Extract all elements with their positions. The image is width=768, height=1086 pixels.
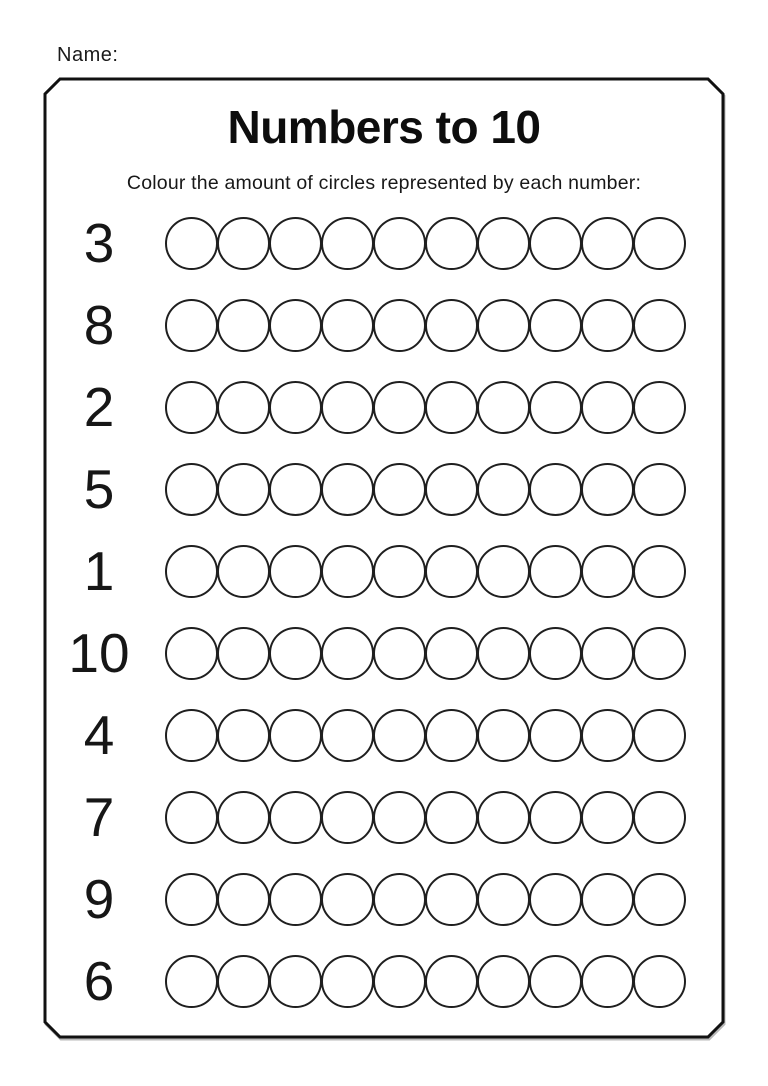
colour-circle[interactable] <box>373 299 426 352</box>
colour-circle[interactable] <box>165 627 218 680</box>
colour-circle[interactable] <box>529 299 582 352</box>
colour-circle[interactable] <box>425 709 478 762</box>
colour-circle[interactable] <box>217 709 270 762</box>
colour-circle[interactable] <box>425 791 478 844</box>
colour-circle[interactable] <box>477 955 530 1008</box>
colour-circle[interactable] <box>217 873 270 926</box>
worksheet-row <box>43 776 725 858</box>
worksheet-row <box>43 202 725 284</box>
colour-circle[interactable] <box>633 791 686 844</box>
colour-circle[interactable] <box>373 463 426 516</box>
colour-circle[interactable] <box>217 627 270 680</box>
colour-circle[interactable] <box>529 627 582 680</box>
colour-circle[interactable] <box>581 791 634 844</box>
colour-circle[interactable] <box>633 463 686 516</box>
colour-circle[interactable] <box>321 463 374 516</box>
colour-circle[interactable] <box>581 955 634 1008</box>
colour-circle[interactable] <box>373 217 426 270</box>
colour-circle[interactable] <box>269 955 322 1008</box>
worksheet-instruction: Colour the amount of circles represented by each number: <box>126 172 642 194</box>
colour-circle[interactable] <box>529 545 582 598</box>
colour-circle[interactable] <box>633 381 686 434</box>
colour-circle[interactable] <box>477 463 530 516</box>
colour-circle[interactable] <box>373 545 426 598</box>
colour-circle[interactable] <box>165 791 218 844</box>
colour-circle[interactable] <box>373 627 426 680</box>
colour-circle[interactable] <box>581 381 634 434</box>
colour-circle[interactable] <box>373 873 426 926</box>
colour-circle[interactable] <box>165 217 218 270</box>
colour-circle[interactable] <box>217 217 270 270</box>
colour-circle[interactable] <box>477 873 530 926</box>
worksheet-row <box>43 940 725 1022</box>
colour-circle[interactable] <box>477 627 530 680</box>
worksheet-row <box>43 448 725 530</box>
circle-strip <box>165 709 686 762</box>
colour-circle[interactable] <box>321 791 374 844</box>
colour-circle[interactable] <box>581 627 634 680</box>
colour-circle[interactable] <box>477 299 530 352</box>
worksheet-title: Numbers to 10 <box>227 101 541 153</box>
row-number: 1 <box>83 539 115 602</box>
colour-circle[interactable] <box>529 955 582 1008</box>
colour-circle[interactable] <box>477 791 530 844</box>
colour-circle[interactable] <box>425 627 478 680</box>
row-number: 2 <box>83 375 115 438</box>
worksheet-row <box>43 366 725 448</box>
colour-circle[interactable] <box>165 463 218 516</box>
colour-circle[interactable] <box>529 709 582 762</box>
colour-circle[interactable] <box>269 627 322 680</box>
worksheet-row <box>43 694 725 776</box>
circle-strip <box>165 299 686 352</box>
colour-circle[interactable] <box>477 381 530 434</box>
colour-circle[interactable] <box>165 955 218 1008</box>
colour-circle[interactable] <box>269 545 322 598</box>
colour-circle[interactable] <box>269 381 322 434</box>
colour-circle[interactable] <box>321 217 374 270</box>
colour-circle[interactable] <box>425 217 478 270</box>
worksheet-row <box>43 612 725 694</box>
colour-circle[interactable] <box>217 545 270 598</box>
colour-circle[interactable] <box>425 545 478 598</box>
colour-circle[interactable] <box>633 873 686 926</box>
colour-circle[interactable] <box>269 791 322 844</box>
circle-strip <box>165 463 686 516</box>
circle-strip <box>165 873 686 926</box>
colour-circle[interactable] <box>269 873 322 926</box>
colour-circle[interactable] <box>165 709 218 762</box>
row-number: 4 <box>83 703 115 766</box>
colour-circle[interactable] <box>217 463 270 516</box>
colour-circle[interactable] <box>633 217 686 270</box>
colour-circle[interactable] <box>217 381 270 434</box>
row-number: 7 <box>83 785 115 848</box>
colour-circle[interactable] <box>269 463 322 516</box>
colour-circle[interactable] <box>373 709 426 762</box>
worksheet-row <box>43 530 725 612</box>
colour-circle[interactable] <box>477 545 530 598</box>
colour-circle[interactable] <box>581 873 634 926</box>
circle-strip <box>165 955 686 1008</box>
colour-circle[interactable] <box>425 955 478 1008</box>
colour-circle[interactable] <box>529 463 582 516</box>
circle-strip <box>165 217 686 270</box>
colour-circle[interactable] <box>529 217 582 270</box>
colour-circle[interactable] <box>165 545 218 598</box>
colour-circle[interactable] <box>321 381 374 434</box>
row-number: 6 <box>83 949 115 1012</box>
colour-circle[interactable] <box>633 627 686 680</box>
colour-circle[interactable] <box>321 709 374 762</box>
colour-circle[interactable] <box>269 299 322 352</box>
circle-strip <box>165 627 686 680</box>
row-number: 8 <box>83 293 115 356</box>
colour-circle[interactable] <box>581 709 634 762</box>
colour-circle[interactable] <box>269 217 322 270</box>
colour-circle[interactable] <box>529 381 582 434</box>
colour-circle[interactable] <box>321 545 374 598</box>
colour-circle[interactable] <box>633 545 686 598</box>
colour-circle[interactable] <box>529 791 582 844</box>
colour-circle[interactable] <box>321 299 374 352</box>
colour-circle[interactable] <box>373 955 426 1008</box>
colour-circle[interactable] <box>217 955 270 1008</box>
row-number: 9 <box>83 867 115 930</box>
colour-circle[interactable] <box>633 299 686 352</box>
colour-circle[interactable] <box>477 217 530 270</box>
row-number: 3 <box>83 211 115 274</box>
colour-circle[interactable] <box>321 873 374 926</box>
row-number: 10 <box>68 621 130 684</box>
colour-circle[interactable] <box>373 381 426 434</box>
circle-strip <box>165 545 686 598</box>
worksheet-row <box>43 284 725 366</box>
worksheet-row <box>43 858 725 940</box>
colour-circle[interactable] <box>425 873 478 926</box>
colour-circle[interactable] <box>633 709 686 762</box>
colour-circle[interactable] <box>217 791 270 844</box>
colour-circle[interactable] <box>269 709 322 762</box>
colour-circle[interactable] <box>165 381 218 434</box>
colour-circle[interactable] <box>165 873 218 926</box>
colour-circle[interactable] <box>321 955 374 1008</box>
colour-circle[interactable] <box>581 463 634 516</box>
colour-circle[interactable] <box>633 955 686 1008</box>
circle-strip <box>165 791 686 844</box>
colour-circle[interactable] <box>165 299 218 352</box>
colour-circle[interactable] <box>425 463 478 516</box>
colour-circle[interactable] <box>373 791 426 844</box>
colour-circle[interactable] <box>529 873 582 926</box>
colour-circle[interactable] <box>425 381 478 434</box>
worksheet-sheet <box>43 77 725 1039</box>
colour-circle[interactable] <box>581 217 634 270</box>
worksheet-rows <box>43 77 725 1039</box>
circle-strip <box>165 381 686 434</box>
colour-circle[interactable] <box>581 299 634 352</box>
colour-circle[interactable] <box>321 627 374 680</box>
colour-circle[interactable] <box>581 545 634 598</box>
colour-circle[interactable] <box>425 299 478 352</box>
colour-circle[interactable] <box>477 709 530 762</box>
name-label: Name: <box>57 44 119 66</box>
colour-circle[interactable] <box>217 299 270 352</box>
row-number: 5 <box>83 457 115 520</box>
